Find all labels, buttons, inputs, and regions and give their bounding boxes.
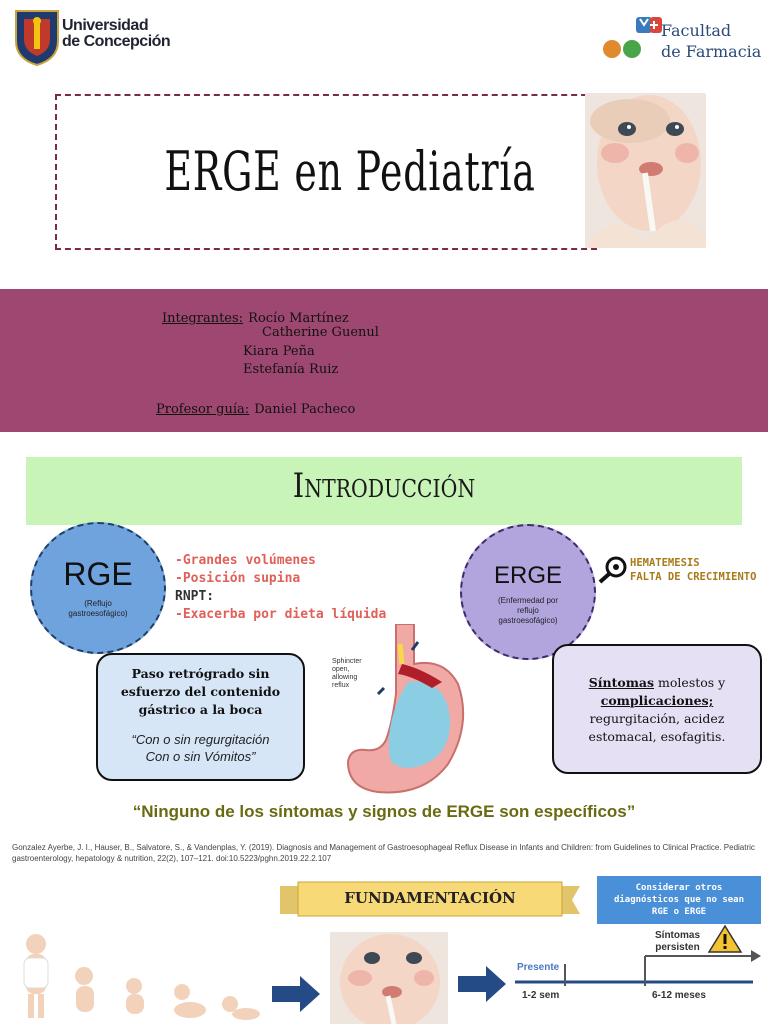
rge-definition-box xyxy=(96,653,305,781)
erge-definition-box xyxy=(552,644,762,774)
erge-circle xyxy=(460,524,596,660)
stomach-caption: Sphincter open, allowing reflux xyxy=(332,658,362,689)
definition-line: esfuerzo del contenido xyxy=(120,684,281,699)
definition-note: Con o sin Vómitos” xyxy=(145,749,256,764)
faculty-logo xyxy=(602,15,662,63)
magnifier-icon xyxy=(598,556,630,584)
definition-line: Síntomas molestos y xyxy=(588,675,726,690)
arrow-right-icon xyxy=(272,974,320,1014)
definition-line: gástrico a la boca xyxy=(138,702,263,717)
page-title: ERGE en Pediatría xyxy=(164,140,536,203)
baby-growth-illustration xyxy=(10,930,260,1024)
erge-full: (Enfermedad por reflujo gastroesofágico) xyxy=(497,596,559,625)
definition-line: Paso retrógrado sin xyxy=(131,666,270,681)
list-item: -Posición supina xyxy=(175,571,301,586)
erge-abbr: ERGE xyxy=(493,562,562,589)
arrow-right-icon xyxy=(458,964,506,1004)
list-item: -Exacerba por dieta líquida xyxy=(175,607,387,622)
university-name: Universidad de Concepción xyxy=(62,17,171,50)
member-name: Estefanía Ruiz xyxy=(243,362,339,377)
member-name: Rocío Martínez xyxy=(248,311,349,326)
member-name: Catherine Guenul xyxy=(262,325,379,340)
rge-full: (Reflujo gastroesofágico) xyxy=(68,599,128,618)
definition-note: “Con o sin regurgitación xyxy=(131,732,270,747)
definition-line: regurgitación, acidez xyxy=(589,711,725,726)
definition-line: estomacal, esofagitis. xyxy=(588,729,726,744)
members-row xyxy=(162,307,349,326)
intro-title: Introducción xyxy=(292,466,476,506)
erge-signs: HEMATEMESIS FALTA DE CRECIMIENTO xyxy=(630,557,757,583)
rge-points xyxy=(175,552,386,624)
timeline-start: Presente xyxy=(517,962,560,973)
professor-name: Daniel Pacheco xyxy=(254,402,356,417)
list-item: RNPT: xyxy=(175,589,215,604)
diagnosis-note: Considerar otros diagnósticos que no sean RGE o ERGE xyxy=(597,876,761,924)
members-band xyxy=(0,289,768,432)
baby-photo-small xyxy=(330,932,448,1024)
rge-circle xyxy=(30,522,166,654)
list-item: -Grandes volúmenes xyxy=(175,553,316,568)
baby-photo xyxy=(585,93,706,248)
udec-shield-logo xyxy=(14,9,60,67)
professor-row xyxy=(156,398,355,417)
key-quote: “Ninguno de los síntomas y signos de ERGE son específicos” xyxy=(132,802,636,821)
stomach-illustration xyxy=(328,624,468,794)
timeline-6-12-meses: 6-12 meses xyxy=(652,990,706,1001)
professor-label: Profesor guía: xyxy=(156,402,250,417)
timeline-1-2-sem: 1-2 sem xyxy=(522,990,560,1001)
fundamentacion-title: FUNDAMENTACIÓN xyxy=(344,889,516,907)
member-name: Kiara Peña xyxy=(243,344,315,359)
rge-abbr: RGE xyxy=(63,556,133,592)
definition-line: complicaciones; xyxy=(600,693,714,708)
members-label: Integrantes: xyxy=(162,311,244,326)
faculty-name: Facultad de Farmacia xyxy=(661,21,762,61)
reference-citation: Gonzalez Ayerbe, J. I., Hauser, B., Salvatore, S., & Vandenplas, Y. (2019). Diagnosis and Management of Gastroesophageal Reflux Disease in Infants and Children: from Guidelines to Clinical Practice. Pediatric gastroenterology, hepatology & nutrition, 22(2), 107–121. doi:10.5223/pghn.2019.22.2.107 xyxy=(12,843,755,863)
timeline-persist: Síntomas persisten xyxy=(655,930,701,953)
